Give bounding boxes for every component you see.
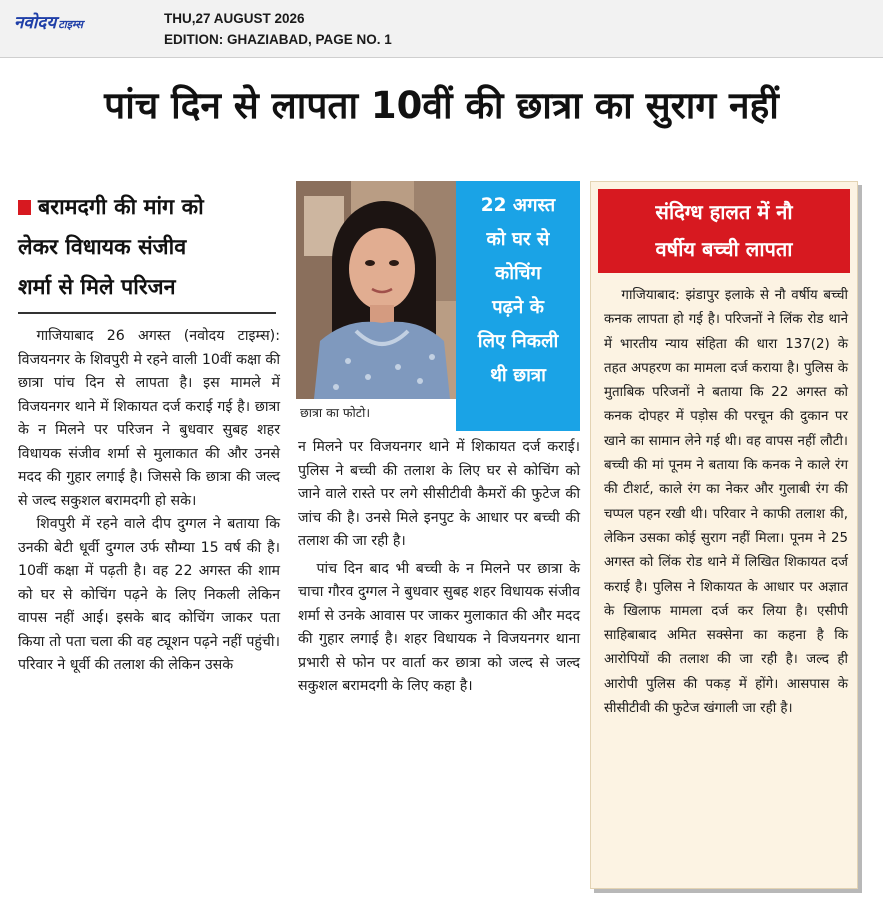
edition-info xyxy=(164,8,392,50)
subhead-line-1: बरामदगी की मांग को xyxy=(38,195,204,220)
sidebar-title-line-2: वर्षीय बच्ची लापता xyxy=(655,237,793,261)
edition-page: EDITION: GHAZIABAD, PAGE NO. 1 xyxy=(164,32,392,47)
callout-line-2: को घर से xyxy=(486,229,550,250)
article-paragraph-2: शिवपुरी में रहने वाले दीप दुग्गल ने बताया कि उनकी बेटी धूर्वी दुग्गल उर्फ सौम्या 15 वर्ष की है। 10वीं कक्षा में पढ़ती है। वह 22 अगस्त की शाम को घर से कोचिंग पढ़ने के लिए निकली लेकिन वापस नहीं आई। इसके बाद कोचिंग जाकर पता किया तो पता चला की वह ट्यूशन पढ़ने नहीं पहुंची। परिवार ने धूर्वी की तलाश की लेकिन उसके xyxy=(18,516,280,673)
photo-caption: छात्रा का फोटो। xyxy=(300,405,371,420)
masthead-bar xyxy=(0,0,883,58)
newspaper-logo[interactable] xyxy=(14,10,83,33)
subheadline xyxy=(18,188,276,308)
article-paragraph-4: पांच दिन बाद भी बच्ची के न मिलने पर छात्रा के चाचा गौरव दुग्गल ने बुधवार सुबह शहर विधायक संजीव शर्मा से उनके आवास पर जाकर मुलाकात की और मदद की गुहार लगाई है। शहर विधायक ने विजयनगर थाना प्रभारी से फोन पर वार्ता कर छात्रा को जल्द से जल्द सकुशल बरामदगी के लिए कहा है। xyxy=(298,560,580,694)
article-column-2 xyxy=(298,436,580,699)
sidebar-article-text xyxy=(604,284,848,721)
callout-line-5: लिए निकली xyxy=(477,331,559,352)
callout-line-3: कोचिंग xyxy=(495,263,541,284)
subhead-line-2: लेकर विधायक संजीव xyxy=(18,235,187,260)
sidebar-paragraph: गाजियाबाद: झंडापुर इलाके से नौ वर्षीय बच्ची कनक लापता हो गई है। परिजनों ने लिंक रोड थाने में भारतीय न्याय संहिता की धारा 137(2) के तहत अपहरण का मामला दर्ज कराया है। पुलिस के मुताबिक परिजनों ने बताया कि 22 अगस्त को कनक दोपहर में पड़ोस की परचून की दुकान पर खाने का सामान लेने गई थी। वह वापस नहीं लौटी। बच्ची की मां पूनम ने बताया कि कनक ने काले रंग की टीशर्ट, काले रंग का नेकर और गुलाबी रंग की चप्पल पहन रखी थी। परिवार ने काफी तलाश की, लेकिन उसका कोई सुराग नहीं मिला। पूनम ने 25 अगस्त को लिंक रोड थाने में लिखित शिकायत दर्ज कराई है। पुलिस ने शिकायत के आधार पर अज्ञात के खिलाफ मामला दर्ज कर लिया है। एसीपी साहिबाबाद अमित सक्सेना का कहना है कि आरोपियों की तलाश की जा रही है। जल्द ही आरोपी पुलिस की पकड़ में होंगे। आसपास के सीसीटीवी की फुटेज खंगाली जा रही है। xyxy=(604,288,848,717)
main-headline: पांच दिन से लापता 10वीं की छात्रा का सुराग नहीं xyxy=(104,84,779,127)
student-portrait-image xyxy=(296,181,456,399)
callout-line-4: पढ़ने के xyxy=(492,297,544,318)
issue-date: THU,27 AUGUST 2026 xyxy=(164,11,305,26)
article-paragraph-1: गाजियाबाद 26 अगस्त (नवोदय टाइम्स): विजयनगर के शिवपुरी मे रहने वाली 10वीं कक्षा की छात्रा पांच दिन से लापता है। इस मामले में विजयनगर थाने में शिकायत दर्ज कराई गई है। छात्रा के न मिलने पर परिजन ने बुधवार सुबह शहर विधायक संजीव शर्मा से मुलाकात की और उनसे मदद की गुहार लगाई है। जिससे कि छात्रा की जल्द से जल्द सकुशल बरामदगी हो सके। xyxy=(18,328,280,509)
sidebar-headline-box xyxy=(598,189,850,273)
callout-line-6: थी छात्रा xyxy=(490,365,546,386)
logo-subtext: टाइम्स xyxy=(58,18,83,31)
article-paragraph-3: न मिलने पर विजयनगर थाने में शिकायत दर्ज कराई। पुलिस ने बच्ची की तलाश के लिए घर से कोचिंग को जाने वाले रास्ते पर लगे सीसीटीवी कैमरों की फुटेज की जांच की है। उनसे मिले इनपुट के आधार पर बच्ची की तलाश की जा रही है। xyxy=(298,439,580,549)
logo-text: नवोदय xyxy=(14,13,57,33)
callout-box xyxy=(456,181,580,431)
article-column-1 xyxy=(18,325,280,678)
subhead-divider xyxy=(18,312,276,314)
callout-line-1: 22 अगस्त xyxy=(480,195,556,216)
student-photo xyxy=(296,181,456,399)
callout-text xyxy=(464,189,572,393)
red-square-bullet-icon xyxy=(18,200,31,215)
sidebar-headline xyxy=(598,194,850,268)
sidebar-title-line-1: संदिग्ध हालत में नौ xyxy=(655,200,793,224)
subhead-line-3: शर्मा से मिले परिजन xyxy=(18,275,176,300)
